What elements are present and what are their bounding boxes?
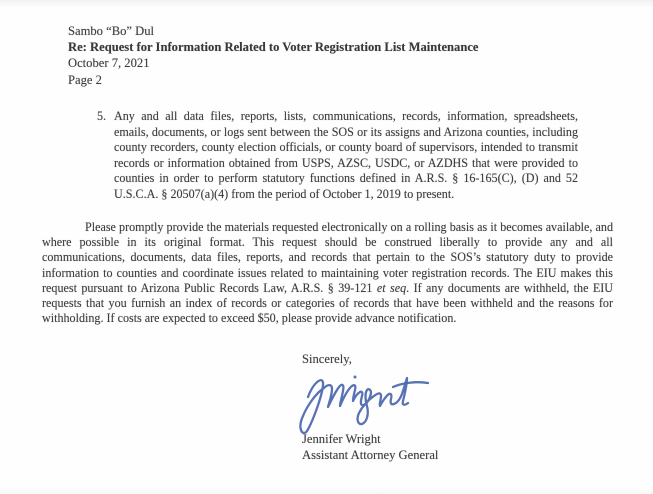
signature-block bbox=[302, 351, 446, 464]
list-item-text: Any and all data files, reports, lists, communications, records, information, spreadsheets, emails, documents, or logs sent between the SOS or its assigns and Arizona counties, including county recorders, county election officials, or county board of supervisors, intended to transmit records or information obtained from USPS, AZSC, USDC, or AZDHS that were provided to counties in order to perform statutory functions defined in A.R.S. § 16-165(C), (D) and 52 U.S.C.A. § 20507(a)(4) from the period of October 1, 2019 to present. bbox=[114, 109, 578, 201]
signature-i-dot bbox=[354, 376, 357, 379]
closing-salutation: Sincerely, bbox=[302, 352, 352, 366]
list-item-number: 5. bbox=[97, 109, 107, 123]
subject-line: Re: Request for Information Related to Voter Registration List Maintenance bbox=[68, 40, 479, 55]
handwritten-signature bbox=[296, 367, 446, 441]
date-line: October 7, 2021 bbox=[68, 56, 150, 71]
signature-t-crossbar bbox=[393, 382, 428, 387]
letter-header bbox=[68, 23, 479, 88]
signature-stroke bbox=[300, 378, 408, 433]
signatory-title: Assistant Attorney General bbox=[302, 448, 439, 463]
paragraph-latin-phrase: et seq bbox=[376, 280, 407, 295]
signatory-name: Jennifer Wright bbox=[302, 432, 381, 447]
numbered-request-item bbox=[97, 109, 578, 202]
recipient-line: Sambo “Bo” Dul bbox=[68, 24, 155, 38]
page-number-line: Page 2 bbox=[68, 72, 102, 87]
paragraph-text-part1: Please promptly provide the materials requested electronically on a rolling basis as it becomes available, and where possible in its original format. This request should be construed liberally to provide any and all communications, documents, data files, reports, and records that pertain to the SOS’s statutory duty to provide information to counties and coordinate issues related to maintaining voter registration records. The EIU makes this request pursuant to Arizona Public Records Law, A.R.S. § 39-121 bbox=[42, 220, 613, 295]
closing-paragraph bbox=[42, 220, 613, 326]
paragraph-text-part2: . If any documents are withheld, the EIU requests that you furnish an index of records or categories of records that have been withheld and the reasons for withholding. If costs are expected to exceed $50, please provide advance notification. bbox=[42, 280, 614, 326]
